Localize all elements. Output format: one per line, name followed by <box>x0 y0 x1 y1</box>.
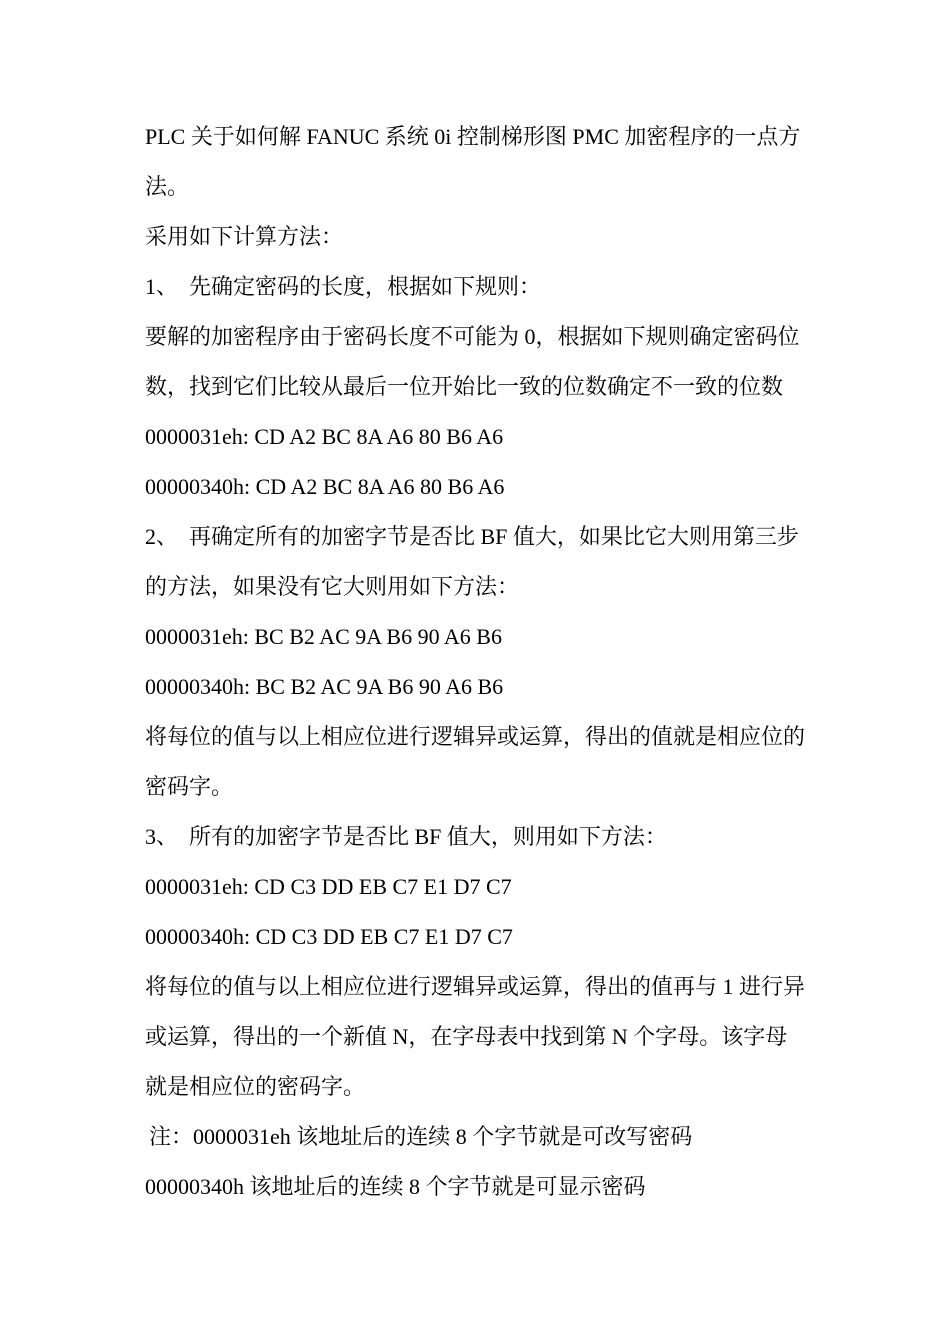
step-1-detail-line-1: 要解的加密程序由于密码长度不可能为 0，根据如下规则确定密码位 <box>145 324 800 349</box>
step-3-number: 3、 <box>145 824 179 849</box>
step-2-text: 再确定所有的加密字节是否比 BF 值大，如果比它大则用第三步 <box>189 524 799 549</box>
hex-row-0340-a: 00000340h: CD A2 BC 8A A6 80 B6 A6 <box>145 474 505 499</box>
xor-explanation-line-1: 将每位的值与以上相应位进行逻辑异或运算，得出的值就是相应位的 <box>145 724 806 749</box>
step-1-detail-line-2: 数，找到它们比较从最后一位开始比一致的位数确定不一致的位数 <box>145 374 784 399</box>
hex-row-0340-c: 00000340h: CD C3 DD EB C7 E1 D7 C7 <box>145 924 513 949</box>
xor-plus-one-line-1: 将每位的值与以上相应位进行逻辑异或运算，得出的值再与 1 进行异 <box>145 974 806 999</box>
note-display-password: 00000340h 该地址后的连续 8 个字节就是可显示密码 <box>145 1174 646 1199</box>
title-line-2: 法。 <box>145 174 190 199</box>
xor-plus-one-line-2: 或运算，得出的一个新值 N，在字母表中找到第 N 个字母。该字母 <box>145 1024 788 1049</box>
step-1-text: 先确定密码的长度，根据如下规则： <box>189 274 542 299</box>
xor-plus-one-line-3: 就是相应位的密码字。 <box>145 1074 366 1099</box>
title-line-1: PLC 关于如何解 FANUC 系统 0i 控制梯形图 PMC 加密程序的一点方 <box>145 124 801 149</box>
xor-explanation-line-2: 密码字。 <box>145 774 234 799</box>
step-2-number: 2、 <box>145 524 179 549</box>
method-intro: 采用如下计算方法： <box>145 224 344 249</box>
step-1 <box>145 262 815 312</box>
document-body <box>145 112 815 1212</box>
hex-row-031e-c: 0000031eh: CD C3 DD EB C7 E1 D7 C7 <box>145 874 512 899</box>
hex-row-031e-a: 0000031eh: CD A2 BC 8A A6 80 B6 A6 <box>145 424 504 449</box>
step-3 <box>145 812 815 862</box>
step-3-text: 所有的加密字节是否比 BF 值大，则用如下方法： <box>189 824 667 849</box>
hex-row-0340-b: 00000340h: BC B2 AC 9A B6 90 A6 B6 <box>145 674 504 699</box>
step-2 <box>145 512 815 562</box>
step-1-number: 1、 <box>145 274 179 299</box>
step-2-continuation: 的方法，如果没有它大则用如下方法： <box>145 574 520 599</box>
note-editable-password: 注：0000031eh 该地址后的连续 8 个字节就是可改写密码 <box>149 1124 693 1149</box>
hex-row-031e-b: 0000031eh: BC B2 AC 9A B6 90 A6 B6 <box>145 624 502 649</box>
